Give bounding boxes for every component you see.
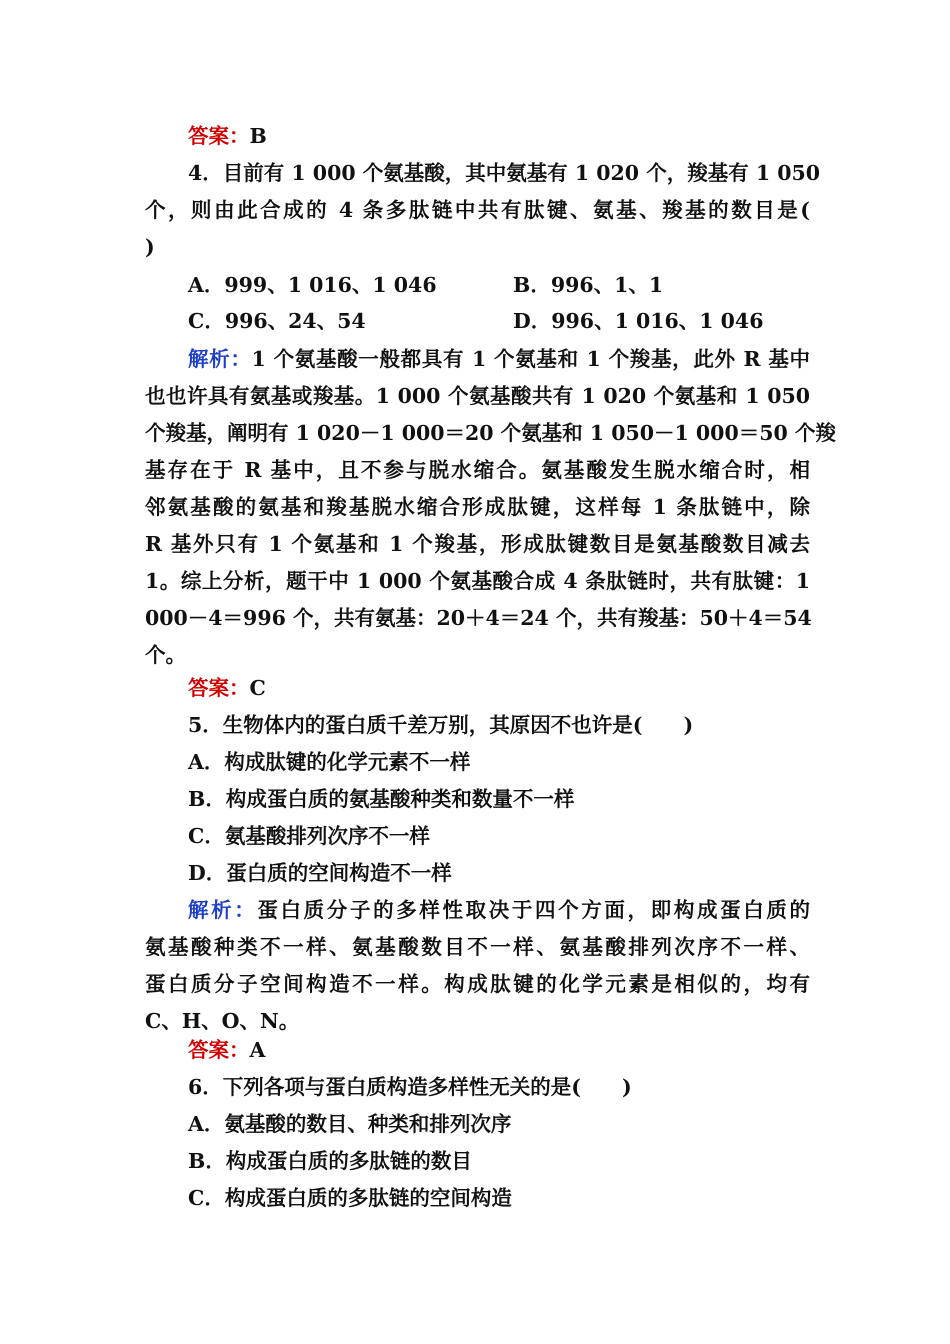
question-5-analysis-line-3: 蛋白质分子空间构造不一样。构成肽键的化学元素是相似的，均有 — [145, 972, 810, 996]
question-4-analysis-line-4: 基存在于 R 基中，且不参与脱水缩合。氨基酸发生脱水缩合时，相 — [145, 458, 810, 482]
option-a: A．999、1 016、1 046 — [188, 273, 437, 297]
option-c: C．996、24、54 — [188, 309, 366, 333]
question-4-analysis-line-7: 1。综上分析，题干中 1 000 个氨基酸合成 4 条肽链时，共有肽键：1 — [145, 569, 810, 593]
question-4-stem-line-3: ) — [145, 235, 155, 259]
answer-value: A — [249, 1038, 266, 1062]
answer-label: 答案： — [188, 124, 250, 148]
question-6-stem: 6．下列各项与蛋白质构造多样性无关的是( ) — [188, 1075, 632, 1099]
answer-line-q4 — [188, 673, 810, 703]
answer-line-q5 — [188, 1035, 810, 1065]
question-5-stem: 5．生物体内的蛋白质千差万别，其原因不也许是( ) — [188, 713, 694, 737]
question-4-stem-line-2: 个，则由此合成的 4 条多肽链中共有肽键、氨基、羧基的数目是( — [145, 198, 810, 222]
answer-label: 答案： — [188, 1038, 250, 1062]
option-b: B．996、1、1 — [513, 273, 664, 297]
question-5-option-b: B．构成蛋白质的氨基酸种类和数量不一样 — [188, 787, 575, 811]
question-4-analysis-line-9: 个。 — [145, 643, 186, 667]
analysis-label: 解析： — [188, 898, 258, 922]
question-5-option-a: A．构成肽键的化学元素不一样 — [188, 750, 471, 774]
question-5-analysis-line-4: C、H、O、N。 — [145, 1009, 300, 1033]
question-5-analysis-line-2: 氨基酸种类不一样、氨基酸数目不一样、氨基酸排列次序不一样、 — [145, 935, 810, 959]
option-d: D．996、1 016、1 046 — [513, 309, 764, 333]
question-5-option-d: D．蛋白质的空间构造不一样 — [188, 861, 452, 885]
question-4-stem-line-1: 4．目前有 1 000 个氨基酸，其中氨基有 1 020 个，羧基有 1 050 — [188, 161, 821, 185]
question-6-option-b: B．构成蛋白质的多肽链的数目 — [188, 1149, 472, 1173]
analysis-label: 解析： — [188, 347, 252, 371]
answer-value: B — [249, 124, 267, 148]
question-5-option-c: C．氨基酸排列次序不一样 — [188, 824, 430, 848]
question-6-option-c: C．构成蛋白质的多肽链的空间构造 — [188, 1186, 512, 1210]
answer-value: C — [249, 676, 266, 700]
question-4-analysis-line-2: 也也许具有氨基或羧基。1 000 个氨基酸共有 1 020 个氨基和 1 050 — [145, 384, 810, 408]
question-6-option-a: A．氨基酸的数目、种类和排列次序 — [188, 1112, 512, 1136]
question-4-analysis-line-3: 个羧基，阐明有 1 020－1 000＝20 个氨基和 1 050－1 000＝50 个羧 — [145, 421, 836, 445]
question-4-analysis-line-5: 邻氨基酸的氨基和羧基脱水缩合形成肽键，这样每 1 条肽链中，除 — [145, 495, 810, 519]
question-4-analysis-line-8: 000－4＝996 个，共有氨基：20＋4＝24 个，共有羧基：50＋4＝54 — [145, 606, 812, 630]
answer-label: 答案： — [188, 676, 250, 700]
answer-line-q3 — [188, 121, 810, 151]
question-4-analysis-line-1 — [188, 344, 810, 374]
analysis-text: 1 个氨基酸一般都具有 1 个氨基和 1 个羧基，此外 R 基中 — [251, 347, 810, 371]
question-5-analysis-line-1 — [188, 895, 810, 925]
analysis-text: 蛋白质分子的多样性取决于四个方面，即构成蛋白质的 — [257, 898, 811, 922]
question-4-analysis-line-6: R 基外只有 1 个氨基和 1 个羧基，形成肽键数目是氨基酸数目减去 — [145, 532, 810, 556]
